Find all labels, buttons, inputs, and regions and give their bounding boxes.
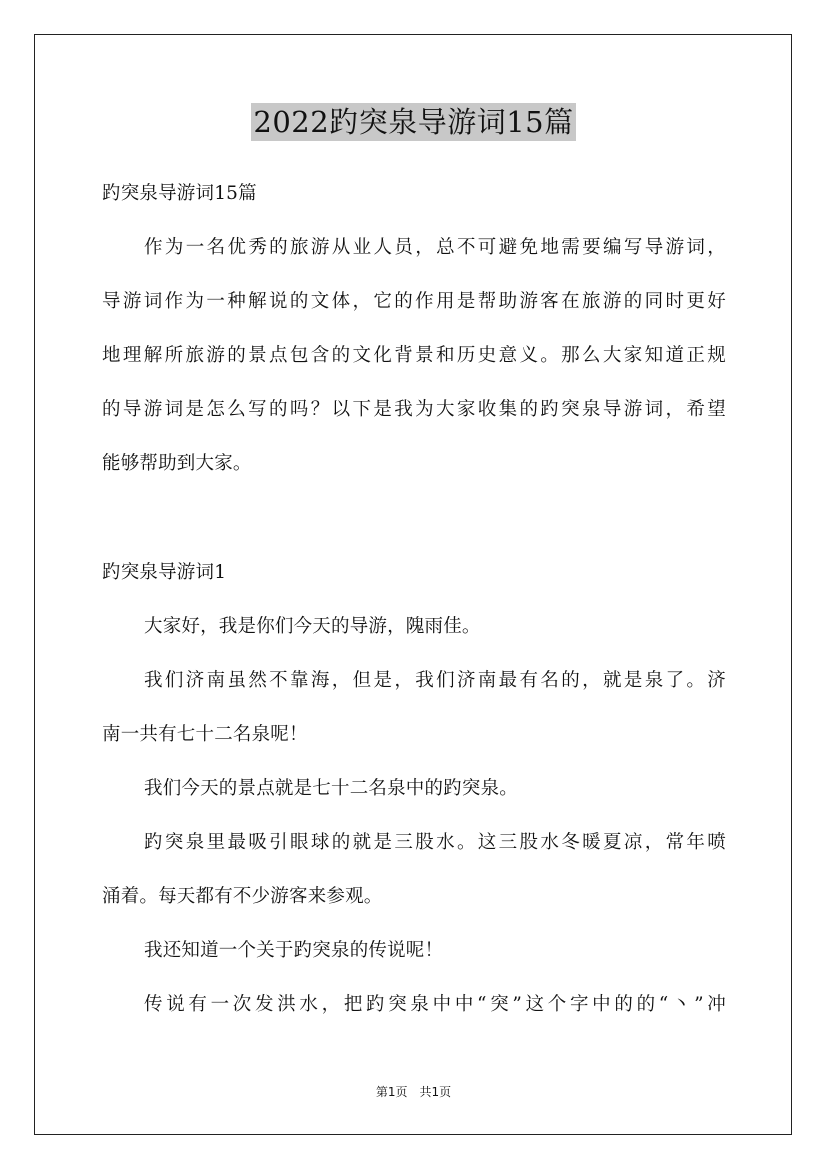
body-line-7: 我还知道一个关于趵突泉的传说呢！	[144, 940, 444, 961]
title-container	[0, 103, 827, 141]
body-line-8: 传说有一次发洪水，把趵突泉中中“突”这个字中的的“丶”冲	[144, 994, 726, 1015]
body-line-6: 涌着。每天都有不少游客来参观。	[102, 886, 383, 907]
body-line-4: 我们今天的景点就是七十二名泉中的趵突泉。	[144, 778, 519, 799]
body-line-5: 趵突泉里最吸引眼球的就是三股水。这三股水冬暖夏凉，常年喷	[144, 832, 726, 853]
page-footer	[0, 1084, 827, 1100]
intro-line-5: 能够帮助到大家。	[102, 453, 252, 474]
intro-line-4: 的导游词是怎么写的吗？以下是我为大家收集的趵突泉导游词，希望	[102, 399, 726, 420]
body-line-3: 南一共有七十二名泉呢！	[102, 724, 308, 745]
intro-line-2: 导游词作为一种解说的文体，它的作用是帮助游客在旅游的同时更好	[102, 291, 726, 312]
intro-line-3: 地理解所旅游的景点包含的文化背景和历史意义。那么大家知道正规	[102, 345, 726, 366]
page-total: 共1页	[419, 1085, 452, 1099]
page-number: 第1页	[375, 1085, 408, 1099]
body-line-2: 我们济南虽然不靠海，但是，我们济南最有名的，就是泉了。济	[144, 670, 726, 691]
document-title: 2022趵突泉导游词15篇	[253, 105, 574, 139]
document-subtitle: 趵突泉导游词15篇	[102, 183, 257, 204]
intro-line-1: 作为一名优秀的旅游从业人员，总不可避免地需要编写导游词，	[144, 237, 726, 258]
body-line-1: 大家好，我是你们今天的导游，隗雨佳。	[144, 616, 481, 637]
section-heading: 趵突泉导游词1	[102, 562, 227, 583]
